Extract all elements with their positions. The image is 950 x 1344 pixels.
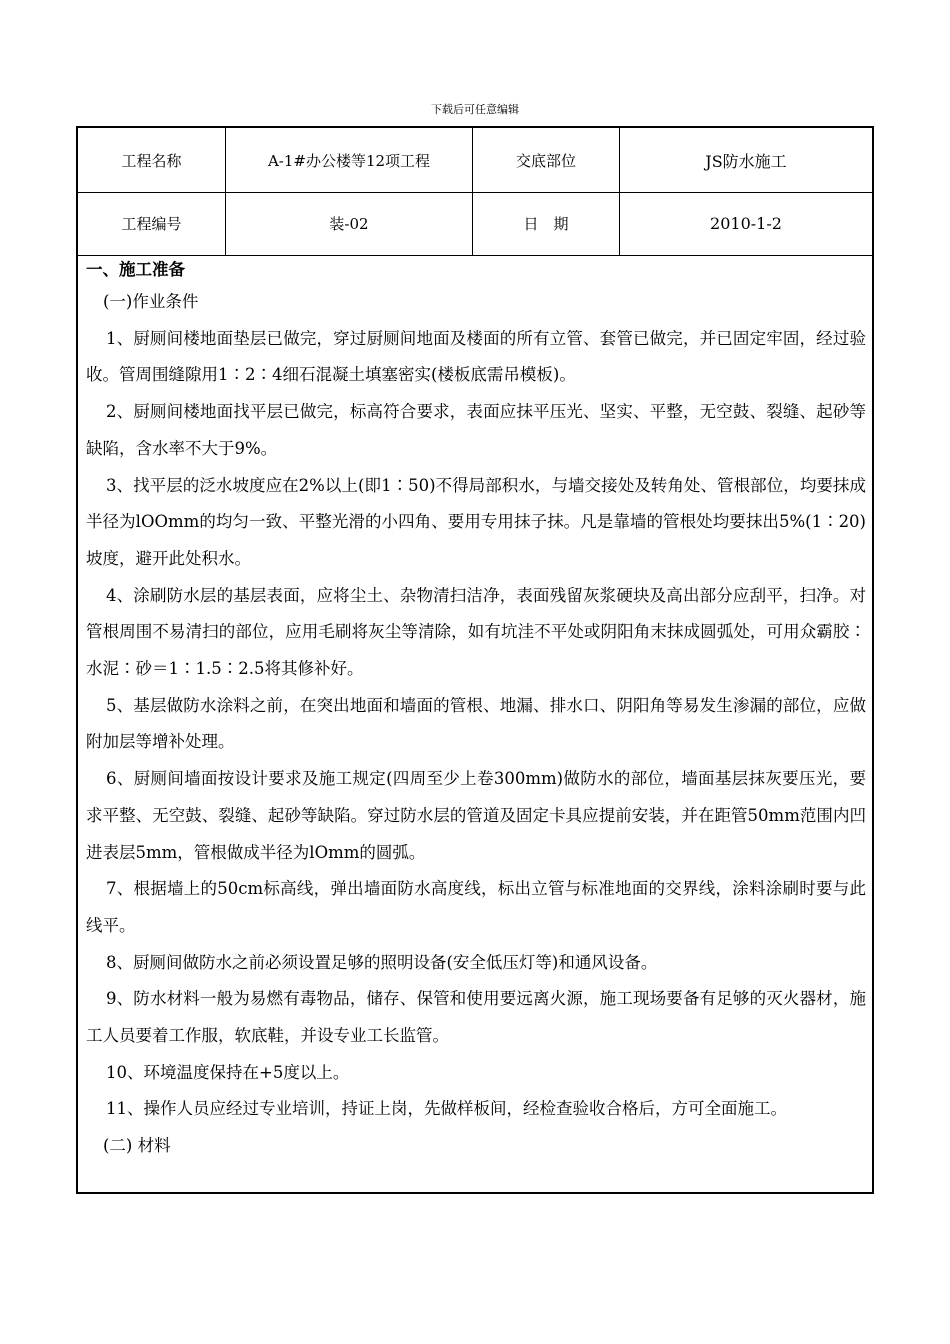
list-item: 2、厨厕间楼地面找平层已做完，标高符合要求，表面应抹平压光、坚实、平整，无空鼓、裂缝、起砂等缺陷，含水率不大于9%。 xyxy=(86,402,866,458)
table-row xyxy=(78,128,872,193)
content-body xyxy=(86,256,866,1165)
list-item: 7、根据墙上的50cm标高线，弹出墙面防水高度线，标出立管与标准地面的交界线，涂料涂刷时要与此线平。 xyxy=(86,879,866,935)
disclosure-part-label: 交底部位 xyxy=(473,128,620,192)
date-value: 2010-1-2 xyxy=(710,214,782,233)
list-item: 10、环境温度保持在+5度以上。 xyxy=(106,1062,350,1082)
project-name-value: A-1#办公楼等12项工程 xyxy=(226,128,473,192)
table-row xyxy=(78,192,872,256)
list-item: 5、基层做防水涂料之前，在突出地面和墙面的管根、地漏、排水口、阴阳角等易发生渗漏的部位，应做附加层等增补处理。 xyxy=(86,695,866,752)
list-item: 1、厨厕间楼地面垫层已做完，穿过厨厕间地面及楼面的所有立管、套管已做完，并已固定牢固，经过验收。管周围缝隙用1∶2∶4细石混凝土填塞密实(楼板底需吊模板)。 xyxy=(86,328,866,385)
date-label: 日 期 xyxy=(473,192,620,255)
subsection-title: (二) 材料 xyxy=(103,1136,171,1156)
section-title: 一、施工准备 xyxy=(86,260,185,279)
project-number-value: 装-02 xyxy=(226,192,473,255)
project-number-label: 工程编号 xyxy=(78,192,226,255)
subsection-title: (一)作业条件 xyxy=(103,292,199,311)
list-item: 4、涂刷防水层的基层表面，应将尘土、杂物清扫洁净，表面残留灰浆硬块及高出部分应刮平，扫净。对管根周围不易清扫的部位，应用毛刷将灰尘等清除，如有坑洼不平处或阴阳角末抹成圆弧处，可用众霸胶∶水泥∶砂＝1∶1.5∶2.5将其修补好。 xyxy=(86,585,866,679)
project-name-label: 工程名称 xyxy=(78,128,226,192)
header-note: 下载后可任意编辑 xyxy=(431,103,519,116)
disclosure-part-value: JS防水施工 xyxy=(705,151,787,171)
list-item: 8、厨厕间做防水之前必须设置足够的照明设备(安全低压灯等)和通风设备。 xyxy=(106,952,658,972)
list-item: 3、找平层的泛水坡度应在2%以上(即1∶50)不得局部积水，与墙交接处及转角处、管根部位，均要抹成半径为lOOmm的均匀一致、平整光滑的小四角、要用专用抹子抹。凡是靠墙的管根处均要抹出5%(1∶20)坡度，避开此处积水。 xyxy=(86,475,866,568)
list-item: 11、操作人员应经过专业培训，持证上岗，先做样板间，经检查验收合格后，方可全面施工。 xyxy=(106,1099,787,1119)
list-item: 9、防水材料一般为易燃有毒物品，储存、保管和使用要远离火源，施工现场要备有足够的灭火器材，施工人员要着工作服，软底鞋，并设专业工长监管。 xyxy=(86,989,866,1046)
list-item: 6、厨厕间墙面按设计要求及施工规定(四周至少上卷300mm)做防水的部位，墙面基层抹灰要压光，要求平整、无空鼓、裂缝、起砂等缺陷。穿过防水层的管道及固定卡具应提前安装，并在距管50mm范围内凹进表层5mm，管根做成半径为lOmm的圆弧。 xyxy=(86,769,866,862)
disclosure-table xyxy=(76,126,874,1194)
